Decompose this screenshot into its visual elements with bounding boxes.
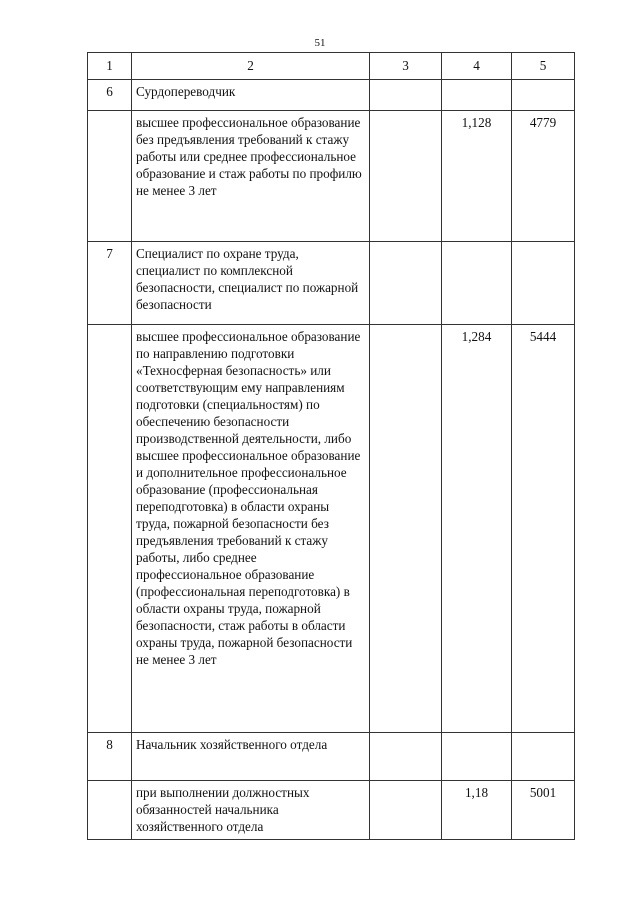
coefficient-cell — [442, 80, 512, 111]
qualification-requirements: высшее профессиональное образование без предъявления требований к стажу работы или среднее профессиональное образование и стаж работы по профилю не менее 3 лет — [132, 111, 370, 242]
position-title: Специалист по охране труда, специалист по комплексной безопасности, специалист по пожарной безопасности — [132, 242, 370, 325]
table-row — [88, 733, 575, 781]
cell-col-3 — [370, 111, 442, 242]
salary-cell — [512, 242, 575, 325]
coefficient-cell: 1,284 — [442, 325, 512, 733]
cell-col-3 — [370, 242, 442, 325]
coefficient-cell: 1,18 — [442, 781, 512, 840]
position-title: Начальник хозяйственного отдела — [132, 733, 370, 781]
salary-cell: 5444 — [512, 325, 575, 733]
salary-cell: 4779 — [512, 111, 575, 242]
row-number: 7 — [88, 242, 132, 325]
page-number: 51 — [314, 37, 326, 49]
row-number — [88, 781, 132, 840]
row-number — [88, 111, 132, 242]
coefficient-cell — [442, 733, 512, 781]
table-row — [88, 781, 575, 840]
header-col-5: 5 — [512, 53, 575, 80]
table-row — [88, 242, 575, 325]
header-col-1: 1 — [88, 53, 132, 80]
coefficient-cell: 1,128 — [442, 111, 512, 242]
salary-cell — [512, 80, 575, 111]
coefficient-cell — [442, 242, 512, 325]
table-header-row — [88, 53, 575, 80]
table-row — [88, 80, 575, 111]
header-col-3: 3 — [370, 53, 442, 80]
header-col-4: 4 — [442, 53, 512, 80]
position-title: Сурдопереводчик — [132, 80, 370, 111]
table-row — [88, 111, 575, 242]
cell-col-3 — [370, 733, 442, 781]
qualification-requirements: высшее профессиональное образование по направлению подготовки «Техносферная безопасность» или соответствующим ему направлениям подготовки (специальностям) по обеспечению безопасности производственной деятельности, либо высшее профессиональное образование и дополнительное профессиональное образование (профессиональная переподготовка) в области охраны труда, пожарной безопасности без предъявления требований к стажу работы, либо среднее профессиональное образование (профессиональная переподготовка) в области охраны труда, пожарной безопасности, стаж работы в области охраны труда, пожарной безопасности не менее 3 лет — [132, 325, 370, 733]
table-row — [88, 325, 575, 733]
row-number: 6 — [88, 80, 132, 111]
row-number: 8 — [88, 733, 132, 781]
cell-col-3 — [370, 80, 442, 111]
qualification-table — [87, 52, 575, 840]
salary-cell — [512, 733, 575, 781]
cell-col-3 — [370, 325, 442, 733]
header-col-2: 2 — [132, 53, 370, 80]
cell-col-3 — [370, 781, 442, 840]
qualification-requirements: при выполнении должностных обязанностей начальника хозяйственного отдела — [132, 781, 370, 840]
row-number — [88, 325, 132, 733]
salary-cell: 5001 — [512, 781, 575, 840]
